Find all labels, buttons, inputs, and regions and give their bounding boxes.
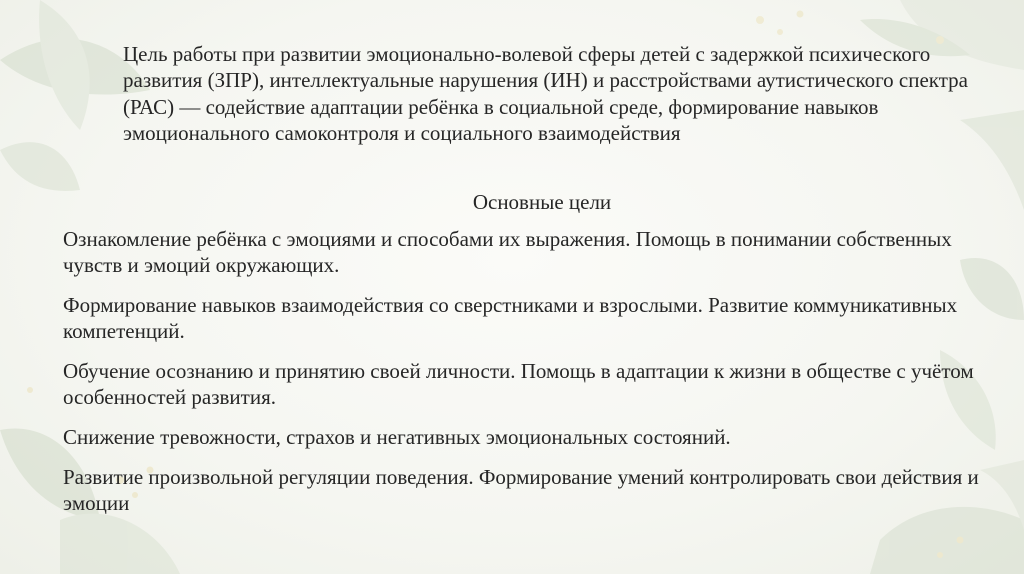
goals-list [63, 226, 1003, 530]
section-heading: Основные цели [472, 190, 612, 214]
goal-item: Снижение тревожности, страхов и негативных эмоциональных состояний. [63, 425, 731, 449]
intro-paragraph: Цель работы при развитии эмоционально-волевой сферы детей с задержкой психического развития (ЗПР), интеллектуальные нарушения (ИН) и расстройствами аутистического спектра (РАС) — содействие адаптации ребёнка в социальной среде, формирование навыков эмоционального самоконтроля и социального взаимодействия [123, 42, 968, 146]
goal-item: Ознакомление ребёнка с эмоциями и способами их выражения. Помощь в понимании собственных чувств и эмоций окружающих. [63, 227, 952, 277]
goal-item: Обучение осознанию и принятию своей личности. Помощь в адаптации к жизни в обществе с учётом особенностей развития. [63, 359, 974, 409]
goal-item: Развитие произвольной регуляции поведения. Формирование умений контролировать свои действия и эмоции [63, 465, 979, 515]
goal-item: Формирование навыков взаимодействия со сверстниками и взрослыми. Развитие коммуникативных компетенций. [63, 293, 958, 343]
